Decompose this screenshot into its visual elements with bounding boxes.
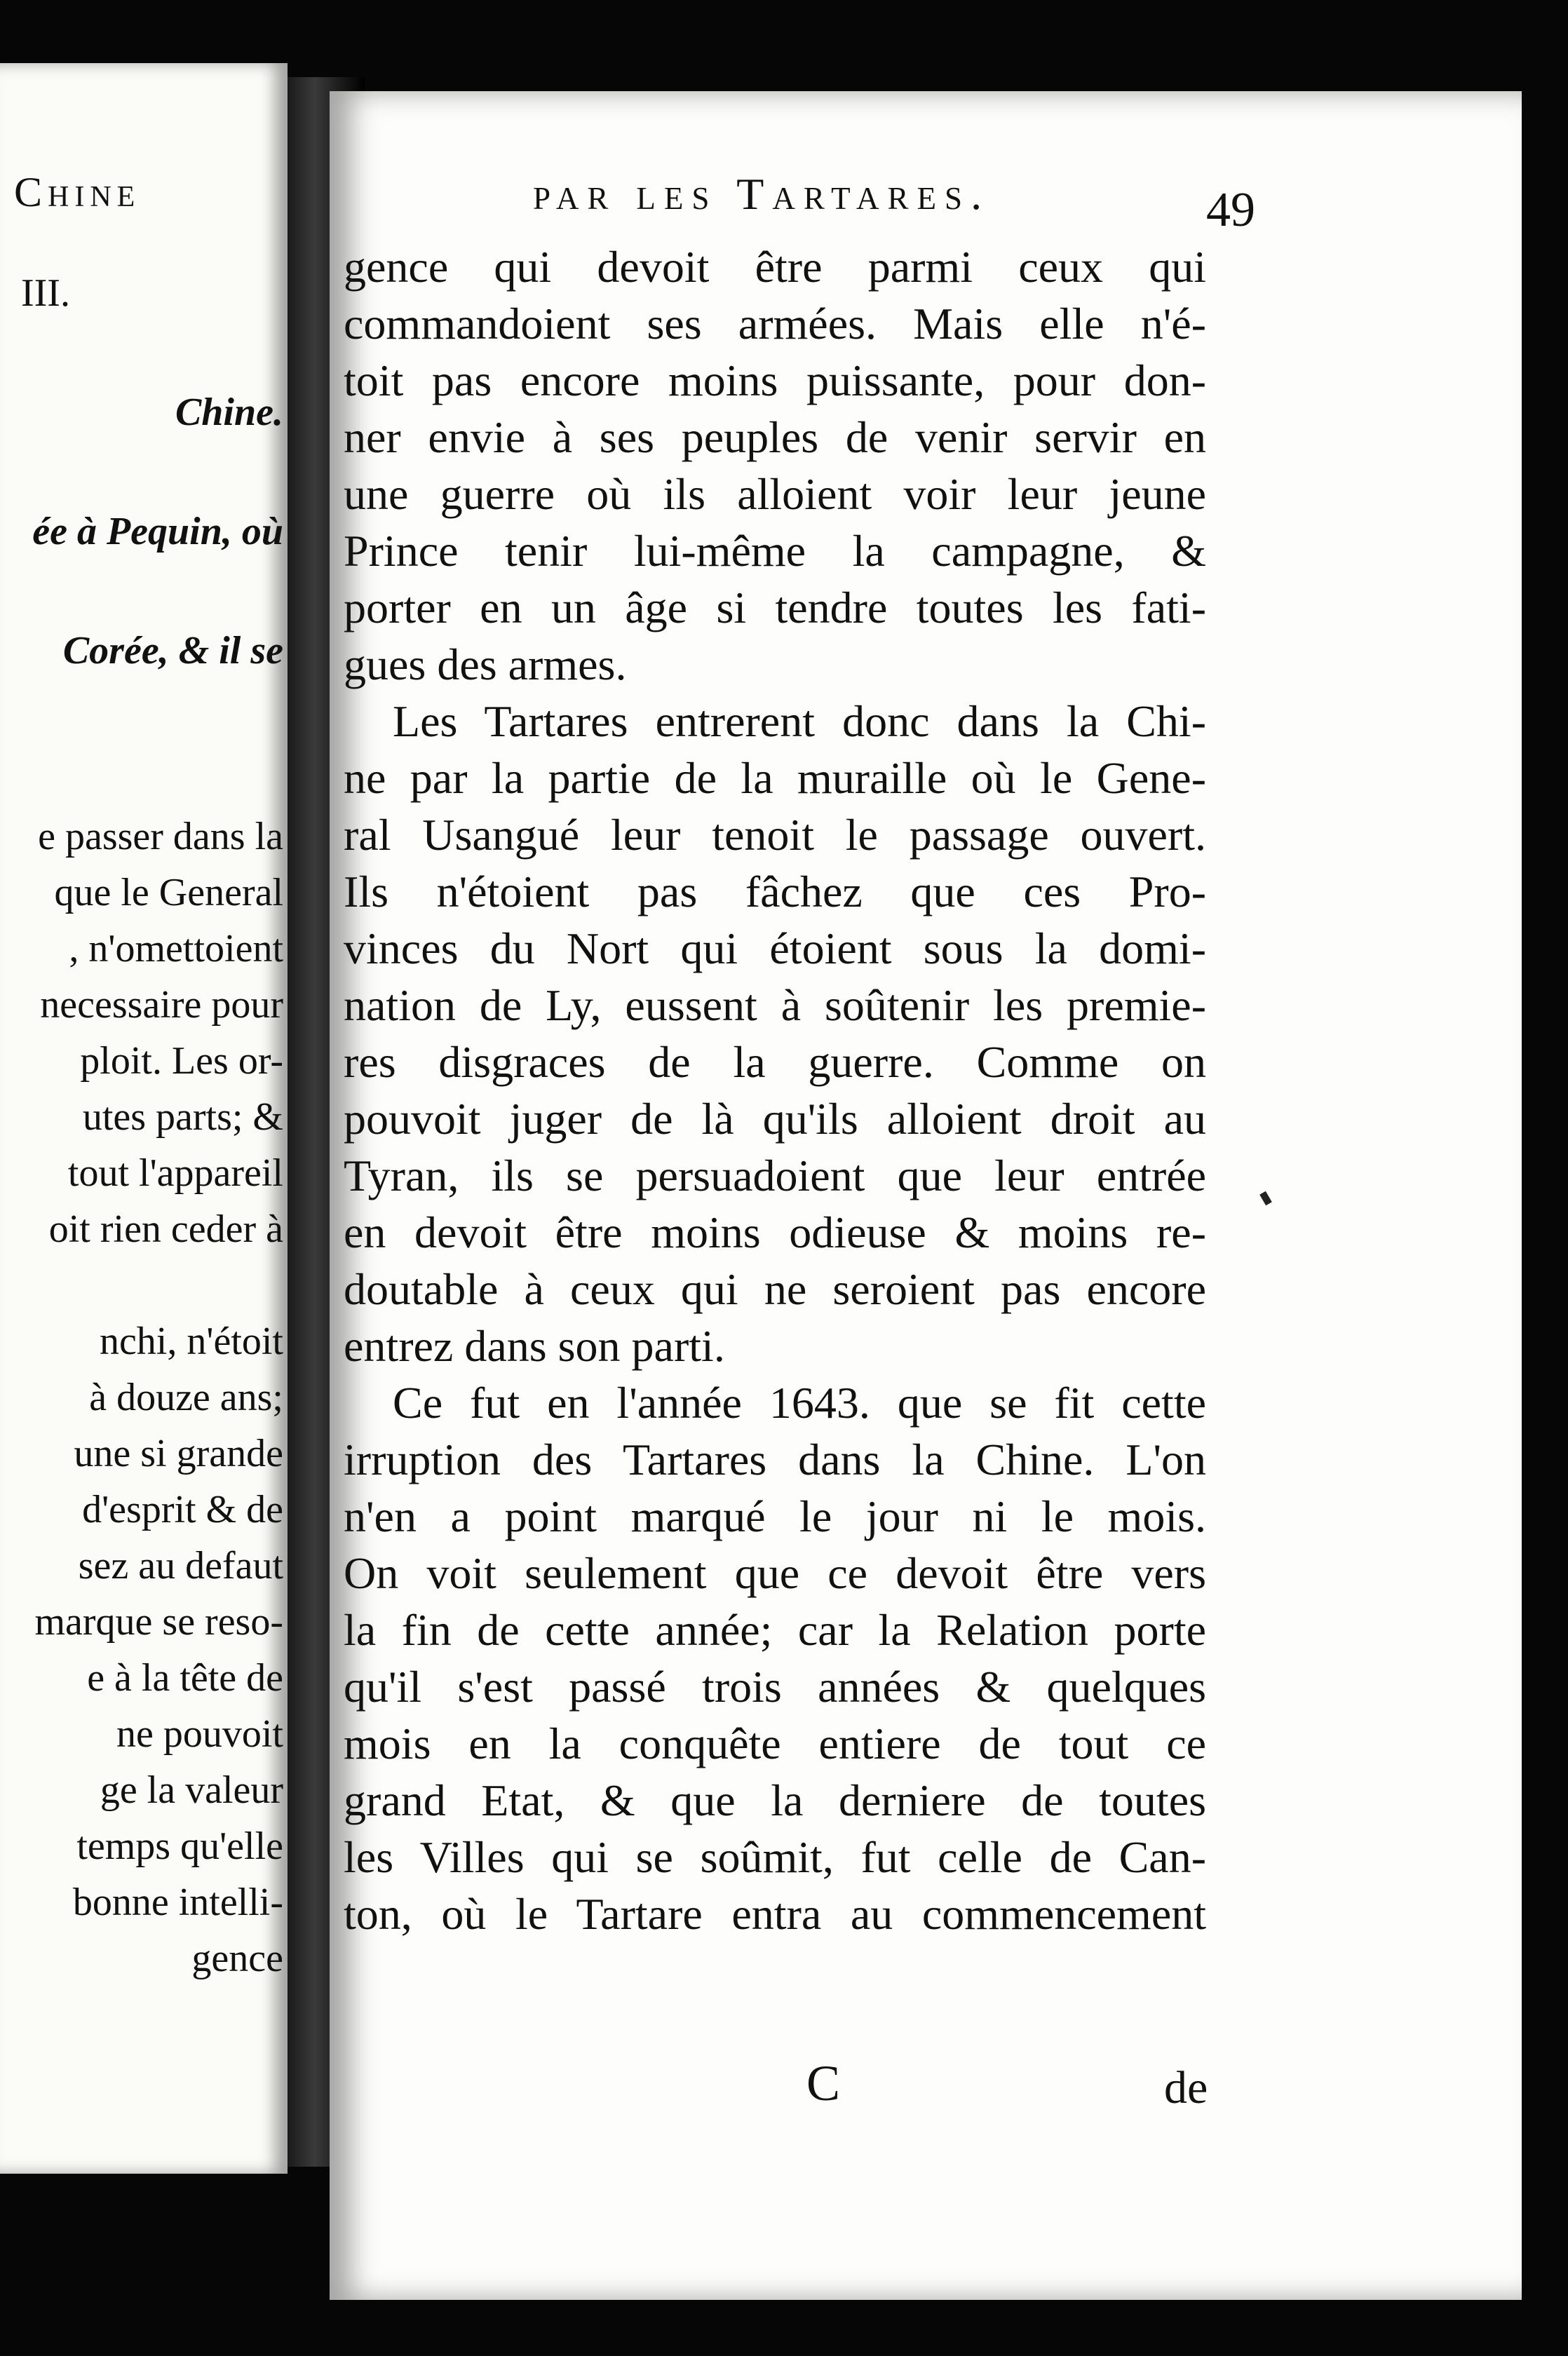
previous-page-line: ée à Pequin, où xyxy=(32,510,283,553)
previous-page-line: utes parts; & xyxy=(82,1095,283,1139)
text-line: ral Usangué leur tenoit le passage ouvert. xyxy=(344,810,1206,860)
text-line: ton, où le Tartare entra au commencement xyxy=(344,1889,1206,1939)
text-line: On voit seulement que ce devoit être vers xyxy=(344,1548,1206,1598)
previous-page-line: à douze ans; xyxy=(89,1376,283,1419)
text-line: qu'il s'est passé trois années & quelques xyxy=(344,1662,1206,1712)
text-line: en devoit être moins odieuse & moins re- xyxy=(344,1207,1206,1257)
text-line: grand Etat, & que la derniere de toutes xyxy=(344,1775,1206,1825)
previous-page-line: ge la valeur xyxy=(100,1768,283,1812)
running-head: par les Tartares. xyxy=(533,169,991,219)
text-line: pouvoit juger de là qu'ils alloient droit au xyxy=(344,1094,1206,1144)
text-line: res disgraces de la guerre. Comme on xyxy=(344,1037,1206,1087)
previous-page-line: marque se reso- xyxy=(34,1600,283,1644)
previous-page-line: une si grande xyxy=(74,1432,283,1475)
previous-page-line: d'esprit & de xyxy=(82,1488,283,1531)
signature-mark: C xyxy=(806,2055,841,2111)
previous-page-line: oit rien ceder à xyxy=(48,1207,283,1251)
text-line: porter en un âge si tendre toutes les fati- xyxy=(344,583,1206,632)
text-line: irruption des Tartares dans la Chine. L'on xyxy=(344,1435,1206,1484)
text-line: n'en a point marqué le jour ni le mois. xyxy=(344,1491,1206,1541)
text-line: entrez dans son parti. xyxy=(344,1321,725,1371)
text-line: ner envie à ses peuples de venir servir en xyxy=(344,412,1206,462)
previous-page-line: necessaire pour xyxy=(40,983,283,1027)
text-line: mois en la conquête entiere de tout ce xyxy=(344,1719,1206,1768)
text-line: une guerre où ils alloient voir leur jeune xyxy=(344,469,1206,519)
page-number: 49 xyxy=(1206,183,1255,237)
text-line: la fin de cette année; car la Relation porte xyxy=(344,1605,1206,1655)
previous-page-line: tout l'appareil xyxy=(67,1151,283,1195)
previous-page-line: e passer dans la xyxy=(38,815,283,858)
text-line: gence qui devoit être parmi ceux qui xyxy=(344,242,1206,292)
text-line: Ce fut en l'année 1643. que se fit cette xyxy=(393,1378,1206,1428)
previous-page-line: ne pouvoit xyxy=(116,1712,283,1756)
text-line: nation de Ly, eussent à soûtenir les premie- xyxy=(344,980,1206,1030)
previous-page-line: que le General xyxy=(54,871,283,914)
text-line: Prince tenir lui-même la campagne, & xyxy=(344,526,1206,576)
text-line: vinces du Nort qui étoient sous la domi- xyxy=(344,923,1206,973)
previous-page-line: gence xyxy=(191,1937,283,1980)
text-line: doutable à ceux qui ne seroient pas encore xyxy=(344,1264,1206,1314)
previous-page-line: sez au defaut xyxy=(78,1544,283,1587)
body-text xyxy=(344,238,1206,1942)
text-line: ne par la partie de la muraille où le Gene- xyxy=(344,753,1206,803)
previous-page-line: e à la tête de xyxy=(87,1656,283,1700)
previous-page-line: bonne intelli- xyxy=(72,1881,283,1924)
previous-page-line: , n'omettoient xyxy=(69,927,283,970)
previous-page-fragment xyxy=(0,63,288,2174)
text-line: gues des armes. xyxy=(344,639,627,689)
text-line: Ils n'étoient pas fâchez que ces Pro- xyxy=(344,867,1206,916)
text-line: Tyran, ils se persuadoient que leur entrée xyxy=(344,1151,1206,1200)
previous-page-header: Chine xyxy=(14,169,141,215)
text-line: commandoient ses armées. Mais elle n'é- xyxy=(344,299,1206,348)
previous-page-line: Chine. xyxy=(175,391,283,434)
previous-page-line: Corée, & il se xyxy=(62,629,283,672)
text-line: toit pas encore moins puissante, pour don- xyxy=(344,356,1206,405)
previous-page-line: nchi, n'étoit xyxy=(99,1320,283,1363)
text-line: les Villes qui se soûmit, fut celle de Can- xyxy=(344,1832,1206,1882)
previous-page-line: temps qu'elle xyxy=(76,1824,283,1868)
previous-page-line: ploit. Les or- xyxy=(80,1039,283,1083)
book-page xyxy=(330,91,1522,2300)
catchword: de xyxy=(1164,2062,1208,2113)
text-line: Les Tartares entrerent donc dans la Chi- xyxy=(393,696,1206,746)
previous-page-line: III. xyxy=(21,271,70,315)
